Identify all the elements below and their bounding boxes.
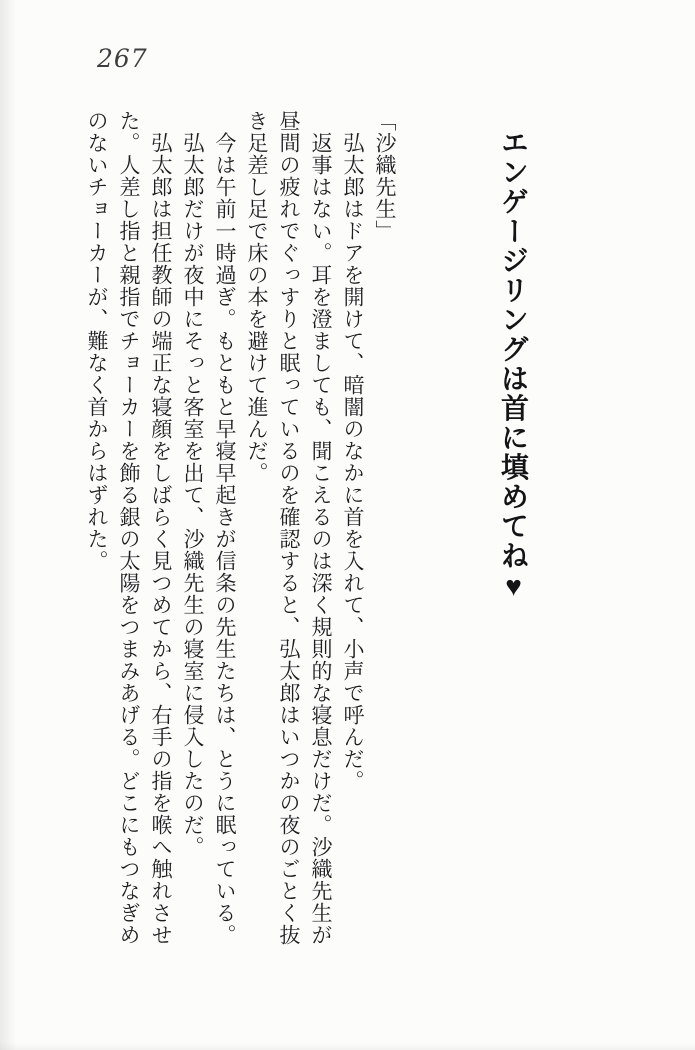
text-line: 今は午前一時過ぎ。もともと早寝早起きが信条の先生たちは、とうに眠っている。 — [213, 110, 237, 946]
text-line: 弘太郎はドアを開けて、暗闇のなかに首を入れて、小声で呼んだ。 — [341, 110, 365, 792]
text-line: た。人差し指と親指でチョーカーを飾る銀の太陽をつまみあげる。どこにもつなぎめ — [117, 110, 141, 946]
text-line: 弘太郎は担任教師の端正な寝顔をしばらく見つめてから、右手の指を喉へ触れさせ — [149, 110, 173, 946]
scan-shading-bottom — [0, 1042, 695, 1050]
text-line: 弘太郎だけが夜中にそっと客室を出て、沙織先生の寝室に侵入したのだ。 — [181, 110, 205, 858]
chapter-title-text: エンゲージリングは首に填めてね — [498, 128, 529, 571]
chapter-title — [493, 128, 533, 628]
text-line: 昼間の疲れでぐっすりと眠っているのを確認すると、弘太郎はいつかの夜のごとく抜 — [277, 110, 301, 946]
page-number: 267 — [97, 44, 148, 73]
text-line: のないチョーカーが、難なく首からはずれた。 — [85, 110, 109, 572]
body-text — [81, 110, 401, 948]
text-line: 返事はない。耳を澄ましても、聞こえるのは深く規則的な寝息だけだ。沙織先生が — [309, 110, 333, 946]
heart-icon: ♥ — [498, 570, 529, 603]
scan-shading-left — [0, 0, 16, 1050]
text-line: き足差し足で床の本を避けて進んだ。 — [245, 110, 269, 484]
text-line: 「沙織先生」 — [373, 110, 397, 242]
